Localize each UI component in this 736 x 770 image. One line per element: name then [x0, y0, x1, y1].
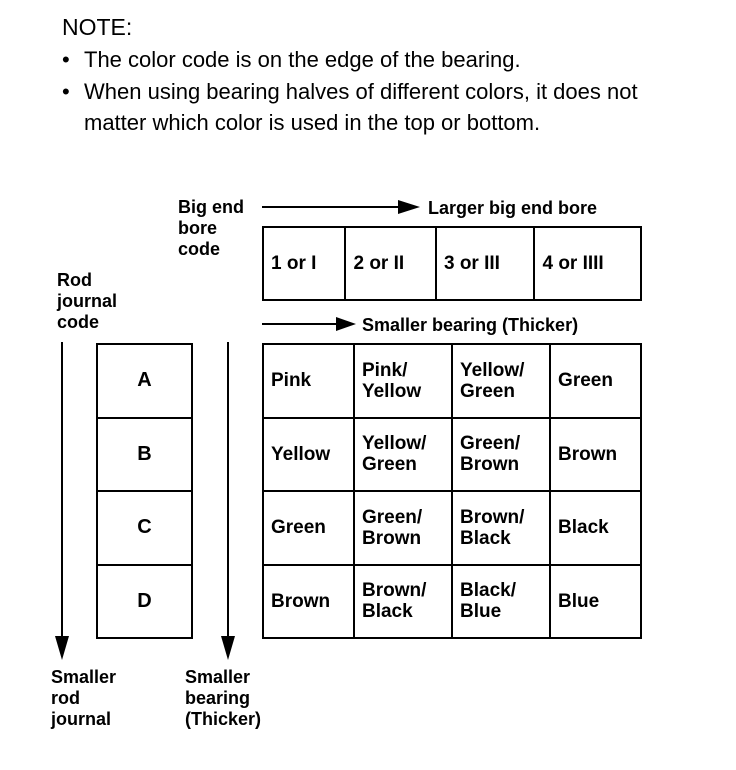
color-cell: Green: [550, 344, 641, 418]
bore-code-cell: 2 or II: [345, 227, 435, 300]
bore-code-cell: 1 or I: [263, 227, 345, 300]
big-end-bore-code-label: Big end bore code: [178, 197, 244, 259]
color-cell: Green/ Brown: [452, 418, 550, 492]
bore-code-cell: 3 or III: [436, 227, 535, 300]
color-cell: Pink: [263, 344, 354, 418]
smaller-bearing-arrow-icon: [262, 315, 357, 333]
table-row: [263, 418, 641, 492]
smaller-bearing-thicker-label: Smaller bearing (Thicker): [362, 315, 579, 335]
color-cell: Pink/ Yellow: [354, 344, 452, 418]
color-cell: Brown: [550, 418, 641, 492]
rod-code-cell: A: [97, 344, 192, 418]
color-cell: Black: [550, 491, 641, 565]
color-cell: Black/ Blue: [452, 565, 550, 639]
bore-code-cell: 4 or IIII: [534, 227, 641, 300]
color-cell: Yellow/ Green: [354, 418, 452, 492]
bore-code-table: [262, 226, 642, 301]
bullet-icon: •: [62, 79, 70, 104]
table-row: [263, 344, 641, 418]
color-cell: Brown/ Black: [452, 491, 550, 565]
table-row: [263, 565, 641, 639]
color-cell: Yellow: [263, 418, 354, 492]
rod-code-cell: C: [97, 491, 192, 565]
rod-journal-code-label: Rod journal code: [57, 270, 118, 332]
bullet-icon: •: [62, 47, 70, 72]
smaller-bearing-thicker-bottom-label: Smaller bearing (Thicker): [185, 667, 262, 729]
smaller-bearing-down-arrow-icon: [218, 342, 238, 662]
note-title: NOTE:: [62, 14, 133, 40]
bearing-color-table: [262, 343, 642, 639]
larger-bore-arrow-icon: [262, 198, 422, 216]
note-item-1: [62, 44, 654, 75]
color-cell: Yellow/ Green: [452, 344, 550, 418]
rod-code-cell: D: [97, 565, 192, 639]
color-cell: Brown/ Black: [354, 565, 452, 639]
table-row: [263, 491, 641, 565]
color-cell: Green/ Brown: [354, 491, 452, 565]
note-item-1-text: The color code is on the edge of the bearing.: [84, 47, 521, 72]
note-item-2: [62, 76, 654, 138]
color-cell: Blue: [550, 565, 641, 639]
color-cell: Brown: [263, 565, 354, 639]
rod-code-cell: B: [97, 418, 192, 492]
smaller-rod-journal-arrow-icon: [52, 342, 72, 662]
note-item-2-text: When using bearing halves of different colors, it does not matter which color is used in the top or bottom.: [84, 79, 638, 135]
larger-big-end-bore-label: Larger big end bore: [428, 198, 598, 218]
smaller-rod-journal-label: Smaller rod journal: [51, 667, 117, 729]
color-cell: Green: [263, 491, 354, 565]
rod-journal-code-table: [96, 343, 193, 639]
